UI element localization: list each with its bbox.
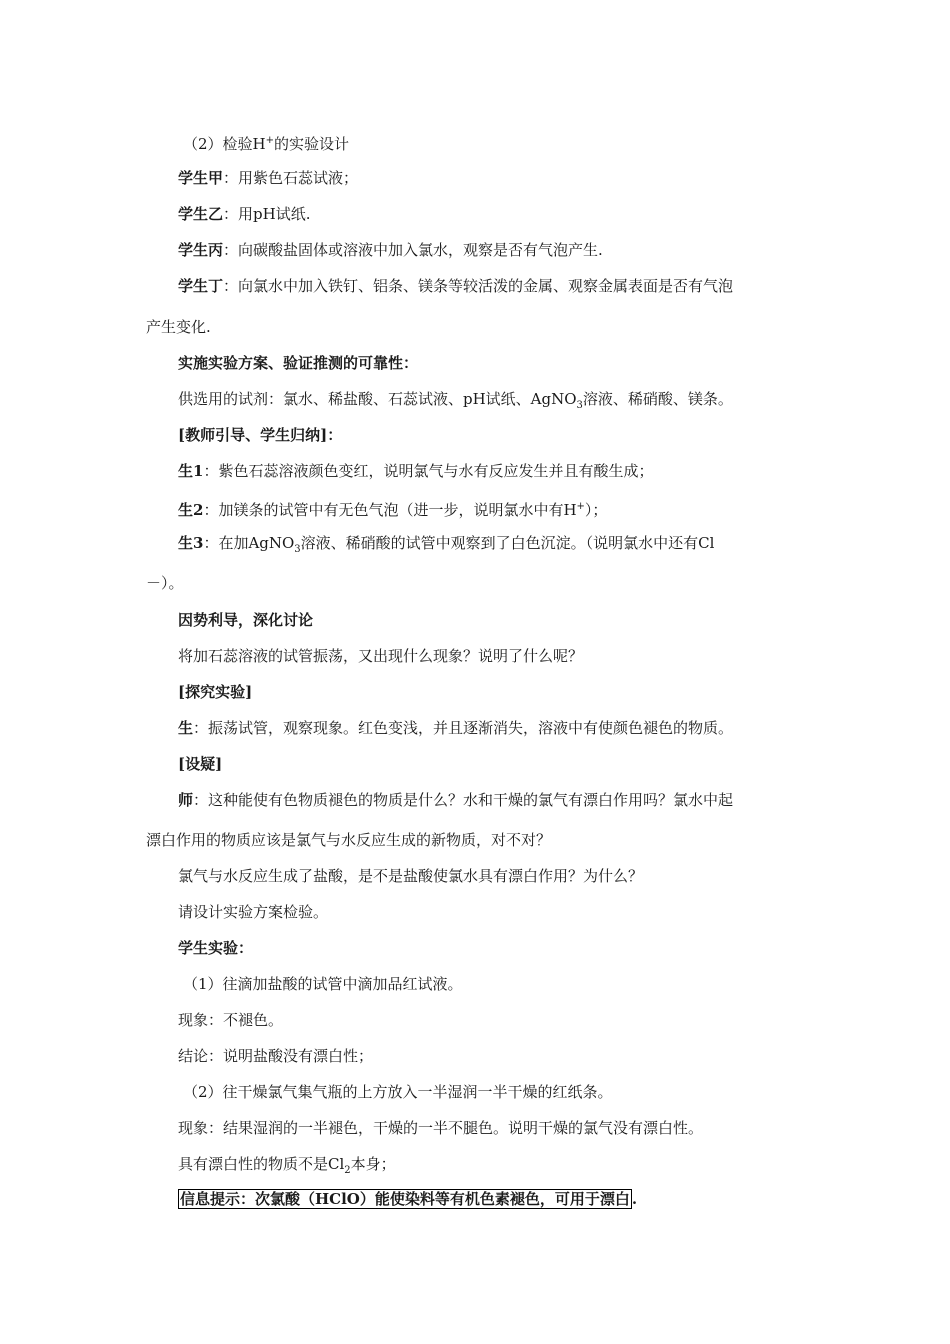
student-3-line: 生3：在加AgNO$_3$溶液、稀硝酸的试管中观察到了白色沉淀。（说明氯水中还有Cl — [178, 534, 715, 555]
hcl-question: 氯气与水反应生成了盐酸，是不是盐酸使氯水具有漂白作用？为什么？ — [178, 867, 644, 885]
teacher-guide-heading: [教师引导、学生归纳]： — [178, 426, 343, 444]
conclusion-1-line: 结论：说明盐酸没有漂白性； — [178, 1047, 374, 1065]
explore-experiment-heading: [探究实验] — [178, 683, 253, 701]
info-tip-line: 信息提示：次氯酸（HClO）能使染料等有机色素褪色，可用于漂白 . — [180, 1190, 638, 1208]
student-2-line: 生2：加镁条的试管中有无色气泡（进一步，说明氯水中有H+）； — [178, 501, 608, 519]
info-tip-box: 信息提示：次氯酸（HClO）能使染料等有机色素褪色，可用于漂白 — [180, 1190, 630, 1208]
phenomenon-2-line: 现象：结果湿润的一半褪色，干燥的一半不腿色。说明干燥的氯气没有漂白性。 — [178, 1119, 704, 1137]
teacher-question-line-cont: 漂白作用的物质应该是氯气与水反应生成的新物质，对不对？ — [146, 831, 552, 849]
conclusion-2-line: 具有漂白性的物质不是$Cl_2$本身； — [178, 1155, 396, 1176]
student-1-line: 生1：紫色石蕊溶液颜色变红，说明氯气与水有反应发生并且有酸生成； — [178, 462, 654, 480]
student-d-line: 学生丁：向氯水中加入铁钉、铝条、镁条等较活泼的金属、观察金属表面是否有气泡 — [178, 277, 734, 295]
reagents-line: 供选用的试剂：氯水、稀盐酸、石蕊试液、pH试纸、AgNO$_3$溶液、稀硝酸、镁条。 — [178, 390, 733, 411]
experiment-2-line: （2）往干燥氯气集气瓶的上方放入一半湿润一半干燥的红纸条。 — [183, 1083, 613, 1101]
student-d-line-cont: 产生变化. — [146, 318, 211, 336]
experiment-plan-heading: 实施实验方案、验证推测的可靠性： — [178, 354, 419, 372]
student-a-line: 学生甲：用紫色石蕊试液； — [178, 169, 359, 187]
student-observation-line: 生：振荡试管，观察现象。红色变浅，并且逐渐消失，溶液中有使颜色褪色的物质。 — [178, 719, 734, 737]
question-heading: [设疑] — [178, 755, 223, 773]
student-experiment-heading: 学生实验： — [178, 939, 254, 957]
design-prompt: 请设计实验方案检验。 — [178, 903, 329, 921]
shake-question: 将加石蕊溶液的试管振荡，又出现什么现象？说明了什么呢？ — [178, 647, 584, 665]
phenomenon-1-line: 现象：不褪色。 — [178, 1011, 284, 1029]
section-heading-h-test: （2）检验H+的实验设计 — [183, 135, 350, 153]
teacher-question-line: 师：这种能使有色物质褪色的物质是什么？水和干燥的氯气有漂白作用吗？氯水中起 — [178, 791, 734, 809]
experiment-1-line: （1）往滴加盐酸的试管中滴加品红试液。 — [183, 975, 463, 993]
student-b-line: 学生乙：用pH试纸. — [178, 205, 311, 223]
student-c-line: 学生丙：向碳酸盐固体或溶液中加入氯水，观察是否有气泡产生. — [178, 241, 603, 259]
student-3-line-cont: －）。 — [146, 574, 184, 592]
discussion-heading: 因势利导，深化讨论 — [178, 611, 314, 629]
